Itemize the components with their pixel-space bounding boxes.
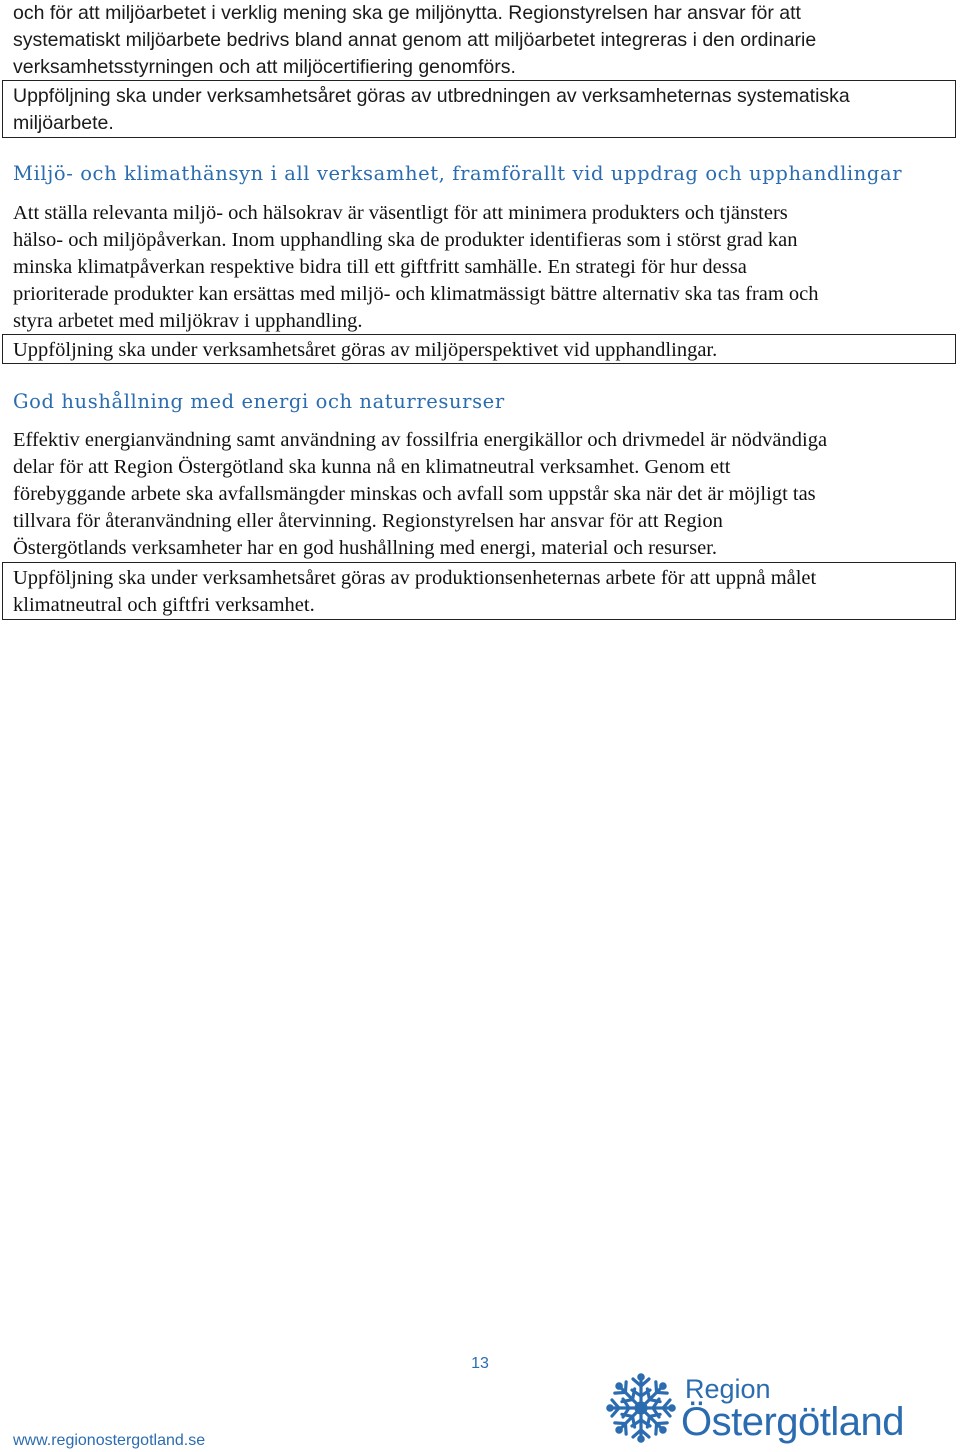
section3-followup-text: Uppföljning ska under verksamhetsåret göras av produktionsenheternas arbete för att uppnå målet klimatneutral och giftfri verksamhet. (13, 567, 817, 616)
section1-body: och för att miljöarbetet i verklig mening ska ge miljönytta. Regionstyrelsen har ansvar för att systematiskt miljöarbete bedrivs bland annat genom att miljöarbetet integreras i den ordinarie verksamhetsstyrningen och att miljöcertifiering genomförs. (13, 2, 817, 78)
section2-body: Att ställa relevanta miljö- och hälsokrav är väsentligt för att minimera produkters och tjänsters hälso- och miljöpåverkan. Inom upphandling ska de produkter identifieras som i störst grad kan minska klimatpåverkan respektive bidra till ett giftfritt samhälle. En strategi för hur dessa prioriterade produkter kan ersättas med miljö- och klimatmässigt bättre alternativ ska tas fram och styra arbetet med miljökrav i upphandling. (13, 202, 819, 332)
section1-followup-box (2, 80, 956, 138)
section2-followup-box (2, 334, 956, 364)
section3-followup-box (2, 562, 956, 620)
section2-followup-text: Uppföljning ska under verksamhetsåret göras av miljöperspektivet vid upphandlingar. (13, 339, 718, 361)
footer-url-link[interactable]: www.regionostergotland.se (13, 1432, 206, 1449)
page-number: 13 (471, 1355, 489, 1372)
section3-heading: God hushållning med energi och naturresurser (13, 390, 505, 413)
section1-followup-text: Uppföljning ska under verksamhetsåret göras av utbredningen av verksamheternas systematiska miljöarbete. (13, 85, 850, 134)
logo-text-region: Region (685, 1374, 771, 1404)
section3-body: Effektiv energianvändning samt användning av fossilfria energikällor och drivmedel är nödvändiga delar för att Region Östergötland ska kunna nå en klimatneutral verksamhet. Genom ett förebyggande arbete ska avfallsmängder minskas och avfall som uppstår ska när det är möjligt tas tillvara för återanvändning eller återvinning. Regionstyrelsen har ansvar för att Region Östergötlands verksamheter har en god hushållning med energi, material och resurser. (13, 429, 828, 559)
section2-heading: Miljö- och klimathänsyn i all verksamhet, framförallt vid uppdrag och upphandlingar (13, 162, 903, 185)
region-logo (605, 1372, 905, 1448)
logo-text-ostergotland: Östergötland (681, 1400, 905, 1444)
snowflake-emblem-icon (605, 1372, 677, 1444)
